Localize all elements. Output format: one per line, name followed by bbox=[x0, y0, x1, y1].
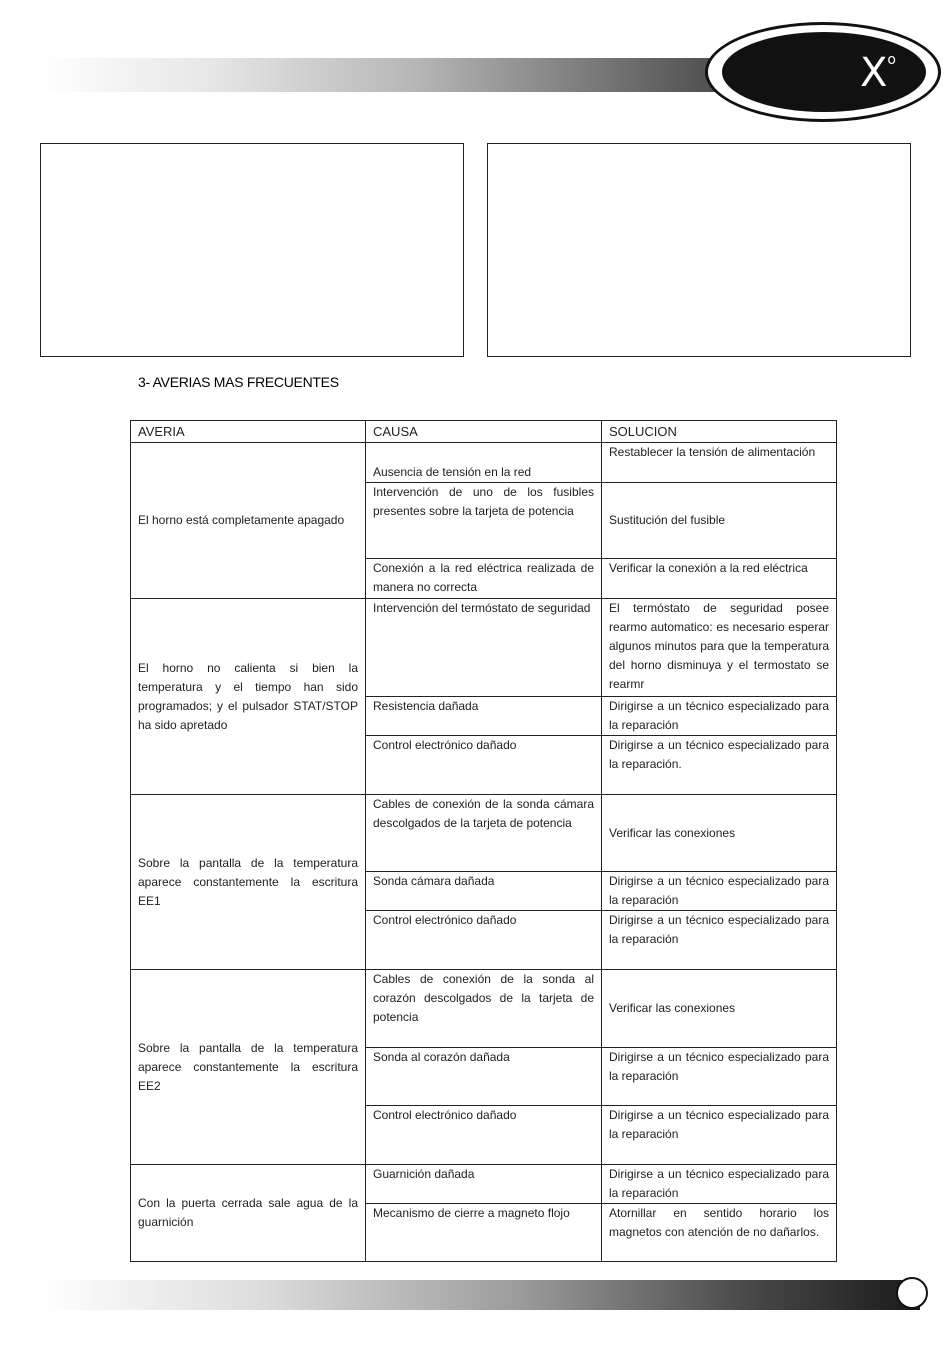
cause-cell: Resistencia dañada bbox=[366, 697, 602, 736]
solution-cell: Verificar la conexión a la red eléctrica bbox=[602, 559, 837, 599]
solution-cell: Dirigirse a un técnico especializado para la reparación bbox=[602, 697, 837, 736]
cause-cell: Guarnición dañada bbox=[366, 1165, 602, 1204]
cause-cell: Intervención del termóstato de seguridad bbox=[366, 599, 602, 697]
cause-cell: Conexión a la red eléctrica realizada de manera no correcta bbox=[366, 559, 602, 599]
header-solucion: SOLUCION bbox=[602, 421, 837, 443]
image-placeholder-left bbox=[40, 143, 464, 357]
cause-cell: Intervención de uno de los fusibles presentes sobre la tarjeta de potencia bbox=[366, 483, 602, 559]
fault-cell: El horno no calienta si bien la temperatura y el tiempo han sido programados; y el pulsador STAT/STOP ha sido apretado bbox=[131, 599, 366, 795]
header-causa: CAUSA bbox=[366, 421, 602, 443]
cause-cell: Cables de conexión de la sonda cámara descolgados de la tarjeta de potencia bbox=[366, 795, 602, 872]
section-title: 3- AVERIAS MAS FRECUENTES bbox=[138, 374, 339, 390]
table-row bbox=[131, 970, 837, 1048]
solution-cell: El termóstato de seguridad posee rearmo automatico: es necesario esperar algunos minutos para que la temperatura del horno disminuya y el termostato se rearmr bbox=[602, 599, 837, 697]
solution-cell: Dirigirse a un técnico especializado para la reparación bbox=[602, 1048, 837, 1106]
cause-cell: Control electrónico dañado bbox=[366, 1106, 602, 1165]
solution-cell: Dirigirse a un técnico especializado para la reparación bbox=[602, 872, 837, 911]
fault-cell: Sobre la pantalla de la temperatura aparece constantemente la escritura EE2 bbox=[131, 970, 366, 1165]
image-placeholder-right bbox=[487, 143, 911, 357]
cause-cell: Cables de conexión de la sonda al corazón descolgados de la tarjeta de potencia bbox=[366, 970, 602, 1048]
solution-cell: Dirigirse a un técnico especializado para la reparación bbox=[602, 1165, 837, 1204]
solution-cell: Atornillar en sentido horario los magnetos con atención de no dañarlos. bbox=[602, 1204, 837, 1262]
cause-cell: Control electrónico dañado bbox=[366, 911, 602, 970]
cause-cell: Sonda cámara dañada bbox=[366, 872, 602, 911]
fault-cell: El horno está completamente apagado bbox=[131, 443, 366, 599]
fault-cell: Con la puerta cerrada sale agua de la guarnición bbox=[131, 1165, 366, 1262]
solution-cell: Sustitución del fusible bbox=[602, 483, 837, 559]
solution-cell: Dirigirse a un técnico especializado para la reparación. bbox=[602, 736, 837, 795]
solution-cell: Restablecer la tensión de alimentación bbox=[602, 443, 837, 483]
brand-logo-mark bbox=[860, 50, 910, 96]
solution-cell: Verificar las conexiones bbox=[602, 970, 837, 1048]
fault-cell: Sobre la pantalla de la temperatura aparece constantemente la escritura EE1 bbox=[131, 795, 366, 970]
solution-cell: Dirigirse a un técnico especializado para la reparación bbox=[602, 1106, 837, 1165]
brand-logo-letter: X bbox=[860, 50, 888, 96]
solution-cell: Verificar las conexiones bbox=[602, 795, 837, 872]
page-number-circle bbox=[896, 1277, 928, 1309]
cause-cell: Control electrónico dañado bbox=[366, 736, 602, 795]
brand-logo-degree: o bbox=[887, 52, 896, 68]
cause-cell: Mecanismo de cierre a magneto flojo bbox=[366, 1204, 602, 1262]
table-row bbox=[131, 1165, 837, 1204]
footer-gradient-bar bbox=[40, 1280, 920, 1310]
table-row bbox=[131, 443, 837, 483]
cause-cell: Sonda al corazón dañada bbox=[366, 1048, 602, 1106]
faults-table bbox=[130, 420, 837, 1262]
header-averia: AVERIA bbox=[131, 421, 366, 443]
table-row bbox=[131, 599, 837, 697]
table-row bbox=[131, 795, 837, 872]
solution-cell: Dirigirse a un técnico especializado para la reparación bbox=[602, 911, 837, 970]
cause-cell: Ausencia de tensión en la red bbox=[366, 443, 602, 483]
header-gradient-bar bbox=[40, 58, 730, 92]
table-header-row bbox=[131, 421, 837, 443]
